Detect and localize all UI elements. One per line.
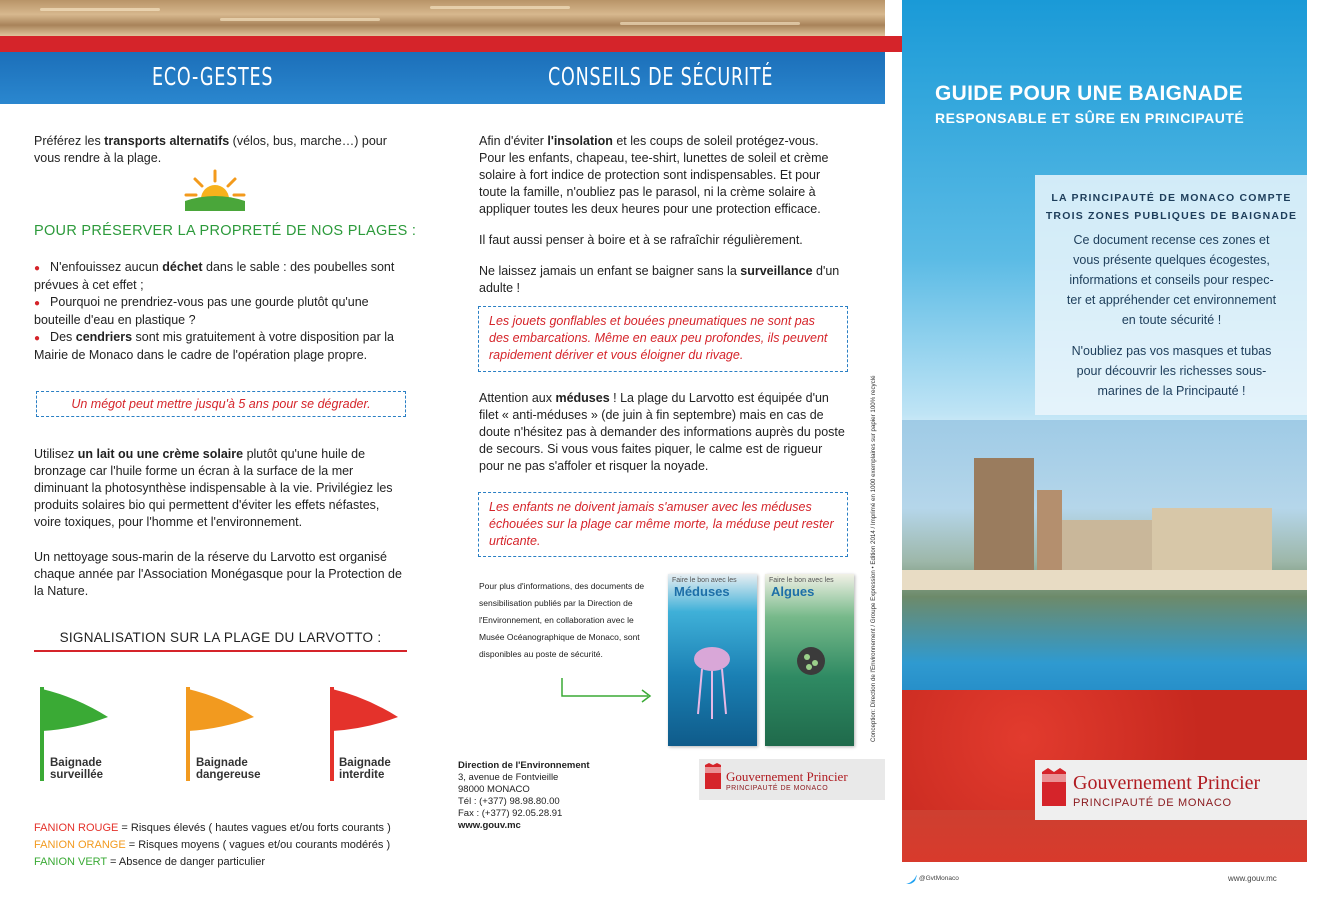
meduses-paragraph: Attention aux méduses ! La plage du Larvotto est équipée d'un filet « anti-méduses » (de juin à fin septembre) mais en cas de doute n'hésitez pas à demander des informations auprès du poste de secours. Si vous vous faites piquer, le calme est de rigueur pour ne pas s'affoler et risquer la noyade. bbox=[479, 391, 845, 473]
cover-info-text-2: N'oubliez pas vos masques et tubas pour découvrir les richesses sous- marines de la Principauté ! bbox=[1071, 344, 1272, 398]
boire-paragraph: Il faut aussi penser à boire et à se rafraîchir régulièrement. bbox=[479, 233, 803, 247]
contact-fax: Fax : (+377) 92.05.28.91 bbox=[458, 808, 563, 819]
legend-green: FANION VERT = Absence de danger particulier bbox=[34, 856, 266, 868]
sun-icon bbox=[183, 167, 247, 211]
monaco-crest-large-icon bbox=[1039, 766, 1069, 812]
jellyfish-icon bbox=[668, 599, 757, 729]
nettoyage-paragraph: Un nettoyage sous-marin de la réserve du Larvotto est organisé chaque année par l'Association Monégasque pour la Protection de la Nature. bbox=[34, 550, 402, 598]
credits-vertical: Conception: Direction de l'Environnement / Groupe Expression • Edition 2014 / Imprimé en 1000 exemplaires sur papier 100% recyclé bbox=[870, 375, 877, 742]
monaco-crest-icon bbox=[703, 763, 723, 795]
intro-text: Préférez les transports alternatifs (vélos, bus, marche…) pour vous rendre à la plage. bbox=[34, 134, 387, 165]
booklet-algues: Faire le bon avec les Algues bbox=[765, 574, 854, 746]
more-info-text: Pour plus d'informations, des documents de sensibilisation publiés par la Direction de l'Environnement, en collaboration avec le Musée Océanographique de Monaco, sont disponibles au poste de sécurité. bbox=[479, 581, 645, 659]
legend-orange: FANION ORANGE = Risques moyens ( vagues et/ou courants modérés ) bbox=[34, 839, 391, 851]
twitter-handle[interactable]: @GvtMonaco bbox=[919, 875, 959, 882]
sand-banner bbox=[0, 0, 885, 36]
enfants-meduses-box: Les enfants ne doivent jamais s'amuser avec les méduses échouées sur la plage car même morte, la méduse peut rester urticante. bbox=[478, 492, 848, 557]
conseils-title: CONSEILS DE SÉCURITÉ bbox=[548, 62, 774, 91]
cover-subtitle: RESPONSABLE ET SÛRE EN PRINCIPAUTÉ bbox=[935, 110, 1245, 126]
contact-city: 98000 MONACO bbox=[458, 784, 530, 795]
eco-bullets bbox=[34, 259, 408, 364]
bullet-cendriers: ● Des cendriers sont mis gratuitement à votre disposition par la Mairie de Monaco dans le cadre de l'opération plage propre. bbox=[34, 330, 394, 362]
twitter-icon bbox=[905, 875, 917, 885]
flag-label-orange: Baignade dangereuse bbox=[196, 757, 261, 781]
booklet-meduses: Faire le bon avec les Méduses bbox=[668, 574, 757, 746]
flag-label-green: Baignade surveillée bbox=[50, 757, 104, 781]
cover-info-box: LA PRINCIPAUTÉ DE MONACO COMPTE TROIS ZONES PUBLIQUES DE BAIGNADE Ce document recense ces zones et vous présente quelques écogestes, informations et conseils pour respec- ter et appréhender cet environnement en toute sécurité ! N'oubliez pas vos masques et tubas pour découvrir les richesses sous- marines de la Principauté ! bbox=[1035, 175, 1307, 415]
eco-gestes-title: ECO-GESTES bbox=[152, 62, 274, 91]
cover-web-link[interactable]: www.gouv.mc bbox=[1228, 874, 1277, 883]
legend-red: FANION ROUGE = Risques élevés ( hautes vagues et/ou forts courants ) bbox=[34, 822, 391, 834]
megot-box: Un mégot peut mettre jusqu'à 5 ans pour se dégrader. bbox=[36, 391, 406, 417]
gov-logo-small: Gouvernement Princier PRINCIPAUTÉ DE MONACO bbox=[699, 759, 885, 800]
contact-web-link[interactable]: www.gouv.mc bbox=[458, 820, 521, 831]
bullet-dechet: ● N'enfouissez aucun déchet dans le sable : des poubelles sont prévues à cet effet ; bbox=[34, 260, 395, 292]
contact-name: Direction de l'Environnement bbox=[458, 760, 590, 771]
cover-info-text: Ce document recense ces zones et vous présente quelques écogestes, informations et conseils pour respec- ter et appréhender cet environnement en toute sécurité ! bbox=[1066, 233, 1277, 327]
arrow-right-icon bbox=[560, 676, 654, 704]
safety-column bbox=[479, 133, 848, 297]
cover-title: GUIDE POUR UNE BAIGNADE bbox=[935, 82, 1243, 105]
insolation-paragraph: Afin d'éviter l'insolation et les coups de soleil protégez-vous. Pour les enfants, chapeau, tee-shirt, lunettes de soleil et crème solaire à fort indice de protection sont indispensables. Et pour toute la famille, n'oubliez pas le parasol, ni la crème solaire à appliquer toutes les deux heures pour une protection efficace. bbox=[479, 134, 829, 216]
flag-label-red: Baignade interdite bbox=[339, 757, 391, 781]
signal-heading-box bbox=[34, 622, 407, 652]
preserve-heading: POUR PRÉSERVER LA PROPRETÉ DE NOS PLAGES : bbox=[34, 223, 417, 239]
gov-logo-large: Gouvernement Princier PRINCIPAUTÉ DE MONACO bbox=[1035, 760, 1307, 820]
surveillance-paragraph: Ne laissez jamais un enfant se baigner sans la surveillance d'un adulte ! bbox=[479, 264, 840, 295]
flag-legend bbox=[34, 820, 391, 871]
jouets-box: Les jouets gonflables et bouées pneumatiques ne sont pas des embarcations. Même en eaux peu profondes, ils peuvent rapidement dériver et vous éloigner du rivage. bbox=[478, 306, 848, 372]
contact-phone: Tél : (+377) 98.98.80.00 bbox=[458, 796, 560, 807]
cover-panel bbox=[902, 0, 1307, 862]
lait-paragraph: Utilisez un lait ou une crème solaire plutôt qu'une huile de bronzage car l'huile forme un écran à la surface de la mer diminuant la photosynthèse indispensable à la vie. Privilégiez les produits solaires bio qui permettent d'éviter les effets néfastes, voire toxiques, pour l'homme et l'environnement. bbox=[34, 447, 393, 529]
seaweed-icon bbox=[765, 599, 854, 729]
eco-column bbox=[34, 133, 408, 167]
contact-block bbox=[458, 760, 590, 832]
signal-heading: SIGNALISATION SUR LA PLAGE DU LARVOTTO : bbox=[59, 630, 382, 645]
bullet-gourde: ● Pourquoi ne prendriez-vous pas une gourde plutôt qu'une bouteille d'eau en plastique ? bbox=[34, 295, 369, 327]
contact-address: 3, avenue de Fontvieille bbox=[458, 772, 559, 783]
